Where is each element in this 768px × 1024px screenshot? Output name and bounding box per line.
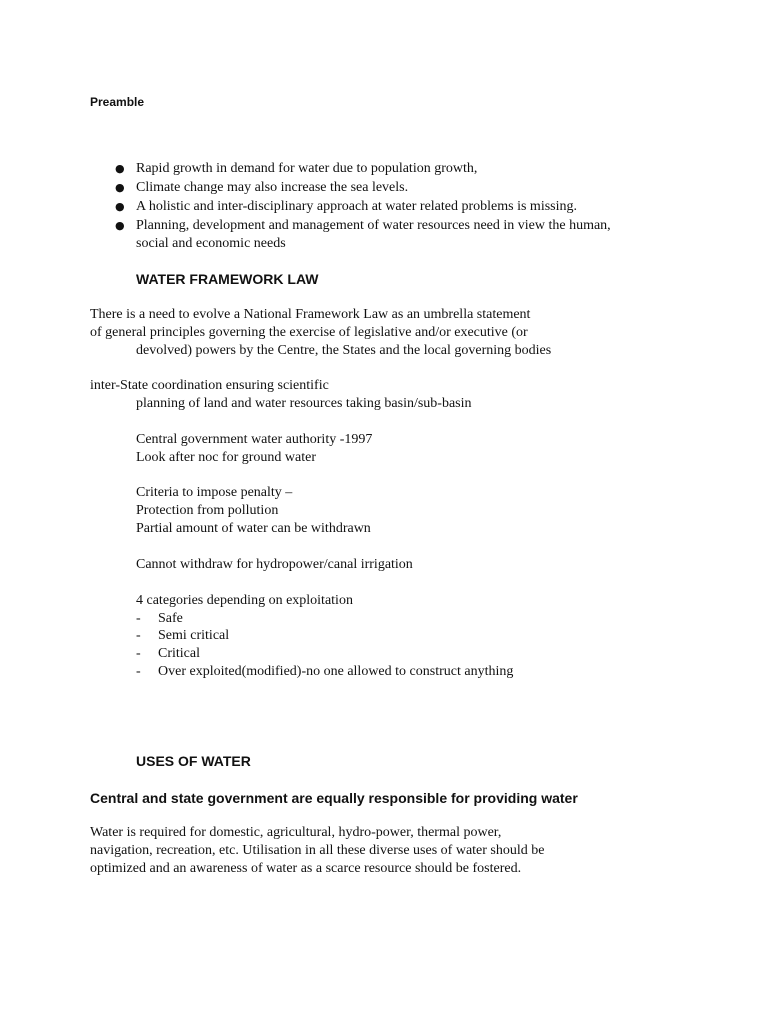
section-heading-framework-law: WATER FRAMEWORK LAW — [136, 271, 319, 287]
paragraph-line: optimized and an awareness of water as a scarce resource should be fostered. — [90, 861, 522, 876]
preamble-title: Preamble — [90, 95, 145, 109]
paragraph-line: inter-State coordination ensuring scientific — [90, 378, 329, 393]
list-item: Planning, development and management of water resources need in view the human, — [136, 218, 611, 233]
paragraph-line: Protection from pollution — [136, 503, 279, 518]
list-item: Semi critical — [158, 628, 230, 643]
bullet-icon: ● — [115, 181, 125, 194]
list-item: Critical — [158, 646, 200, 661]
paragraph-line: Central government water authority -1997 — [136, 432, 373, 447]
dash-icon: - — [136, 628, 141, 643]
section-heading-uses-of-water: USES OF WATER — [136, 753, 251, 769]
list-item: Rapid growth in demand for water due to population growth, — [136, 161, 478, 176]
framework-paragraph-5: Cannot withdraw for hydropower/canal irrigation — [136, 557, 413, 572]
paragraph-line: Partial amount of water can be withdrawn — [136, 521, 371, 536]
uses-subheading: Central and state government are equally responsible for providing water — [90, 790, 578, 806]
categories-intro: 4 categories depending on exploitation — [136, 593, 353, 608]
dash-icon: - — [136, 611, 141, 626]
paragraph-line: Criteria to impose penalty – — [136, 485, 293, 500]
list-item: Safe — [158, 611, 183, 626]
paragraph-line: of general principles governing the exercise of legislative and/or executive (or — [90, 325, 528, 340]
list-item: A holistic and inter-disciplinary approach at water related problems is missing. — [136, 199, 577, 214]
paragraph-line: navigation, recreation, etc. Utilisation in all these diverse uses of water should be — [90, 843, 545, 858]
paragraph-line: planning of land and water resources taking basin/sub-basin — [136, 396, 472, 411]
dash-icon: - — [136, 664, 141, 679]
list-item: Climate change may also increase the sea levels. — [136, 180, 409, 195]
bullet-icon: ● — [115, 162, 125, 175]
list-item-continuation: social and economic needs — [136, 236, 286, 251]
bullet-icon: ● — [115, 200, 125, 213]
bullet-icon: ● — [115, 219, 125, 232]
paragraph-line: Water is required for domestic, agricultural, hydro-power, thermal power, — [90, 825, 502, 840]
paragraph-line: Look after noc for ground water — [136, 450, 316, 465]
list-item: Over exploited(modified)-no one allowed to construct anything — [158, 664, 514, 679]
paragraph-line: There is a need to evolve a National Framework Law as an umbrella statement — [90, 307, 531, 322]
paragraph-line: devolved) powers by the Centre, the States and the local governing bodies — [136, 343, 552, 358]
dash-icon: - — [136, 646, 141, 661]
